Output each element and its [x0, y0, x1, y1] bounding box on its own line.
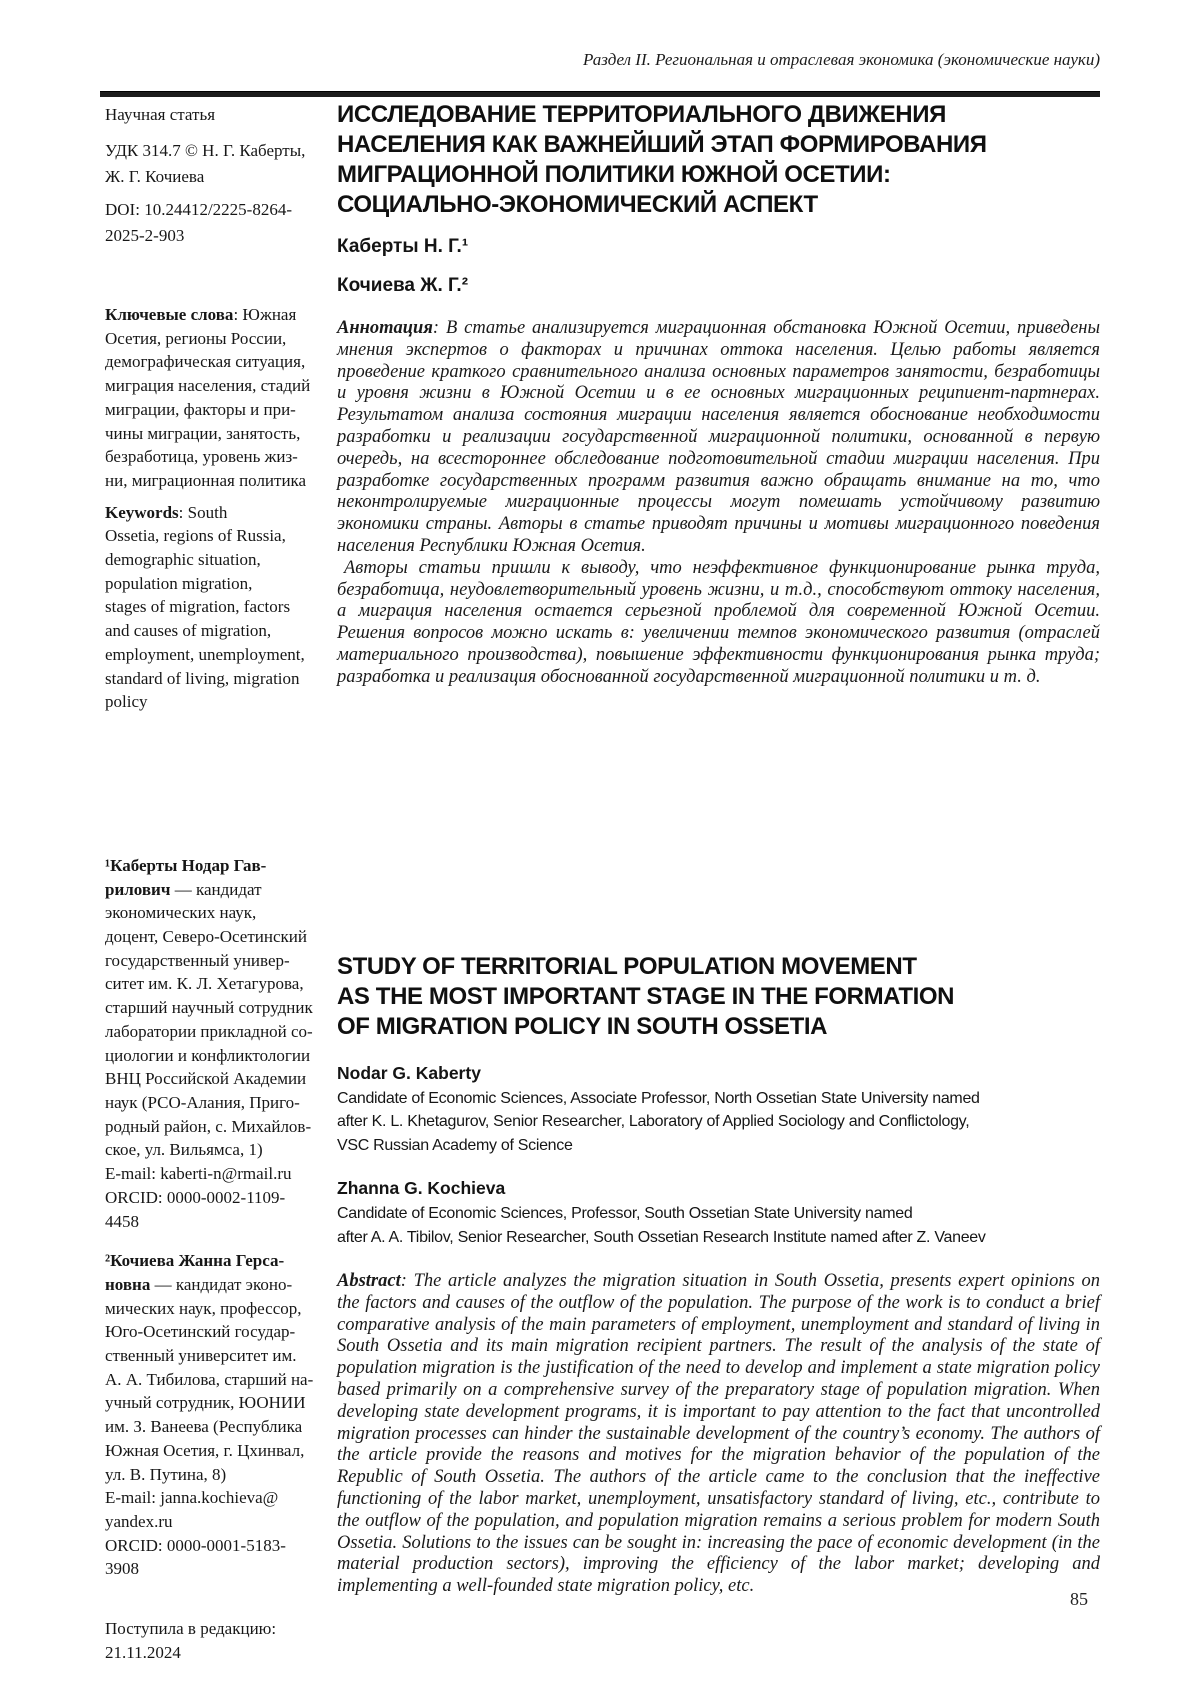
abstract-paragraph [337, 1271, 1100, 1598]
author-footnote-1-name: ¹Каберты Нодар Гав- рилович [105, 855, 267, 899]
annotation-label: Аннотация [337, 318, 433, 338]
page-number: 85 [1070, 1589, 1088, 1609]
header-rule [100, 91, 1100, 97]
doi-code: DOI: 10.24412/2225-8264- 2025-2-903 [105, 200, 292, 245]
annotation-text-1: : В статье анализируется миграционная обстановка Южной Осетии, приведены мнения экспертов о факторах и причинах оттока населения. Целью работы является проведение краткого сравнительного анализа основных параметров занятости, безработицы и уровня жизни в Южной Осетии и в ее основных миграционных реципиент-партнерах. Результатом анализа состояния миграции населения является обоснование необходимости разработки и реализации государственной миграционной политики, основанной в первую очередь, на всестороннее обследование подготовительной стадии миграции населения. При разработке государственных программ развития важно обращать внимание на то, что неконтролируемые миграционные процессы могут помешать устойчивому развитию экономики страны. Авторы в статье приводят причины и мотивы миграционного поведения населения Республики Южная Осетия. [337, 318, 1100, 556]
author-footnote-2-text: — кандидат эконо- мических наук, профессор, Юго-Осетинский государ- ственный университет им. А. А. Тибилова, старший на- учный сотрудник, ЮОНИИ им. З. Ванеева (Республика Южная Осетия, г. Цхинвал, ул. В. Путина, 8) E-mail: janna.kochieva@ yandex.ru ORCID: 0000-0001-5183- 3908 [105, 1274, 314, 1579]
author-en-1-bio: Candidate of Economic Sciences, Associate Professor, North Ossetian State University named after K. L. Khetagurov, Senior Researcher, Laboratory of Applied Sociology and Conflictology, VSC Russian Academy of Science [337, 1089, 980, 1154]
author-en-2-name: Zhanna G. Kochieva [337, 1178, 506, 1199]
main-column [337, 100, 1100, 1598]
author-footnote-2-name: ²Кочиева Жанна Герса- новна [105, 1251, 285, 1294]
annotation-paragraph-2 [337, 558, 1100, 689]
journal-section-header: Раздел II. Региональная и отраслевая экономика (экономические науки) [583, 50, 1100, 69]
author-footnote-2 [105, 1249, 337, 1581]
author-en-1-name: Nodar G. Kaberty [337, 1062, 481, 1083]
keywords-en-label: Keywords [105, 502, 179, 522]
udk-code: УДК 314.7 © Н. Г. Каберты, Ж. Г. Кочиева [105, 141, 306, 186]
keywords-en-text: : South Ossetia, regions of Russia, demographic situation, population migration, stages of migration, factors and causes of migration, employment, unemployment, standard of living, migration policy [105, 502, 305, 712]
keywords-en [105, 501, 337, 714]
keywords-ru [105, 303, 337, 493]
author-ru-2: Кочиева Ж. Г.² [337, 275, 469, 296]
left-column [105, 103, 337, 1664]
abstract-label: Abstract [337, 1271, 401, 1292]
author-footnote-1-text: — кандидат экономических наук, доцент, Северо-Осетинский государственный универ- ситет им. К. Л. Хетагурова, старший научный сотрудник лаборатории прикладной со- циологии и конфликтологии ВНЦ Российской Академии наук (РСО-Алания, Приго- родный район, с. Михайлов- ское, ул. Вильямса, 1) E-mail: kaberti-n@rmail.ru ORCID: 0000-0002-1109- 4458 [105, 879, 313, 1231]
keywords-ru-text: : Южная Осетия, регионы России, демографическая ситуация, миграция населения, стадий миграции, факторы и при- чины миграции, занятость, безработица, уровень жиз- ни, миграционная политика [105, 305, 311, 490]
article-title-ru: ИССЛЕДОВАНИЕ ТЕРРИТОРИАЛЬНОГО ДВИЖЕНИЯ НАСЕЛЕНИЯ КАК ВАЖНЕЙШИЙ ЭТАП ФОРМИРОВАНИЯ МИГРАЦИОННОЙ ПОЛИТИКИ ЮЖНОЙ ОСЕТИИ: СОЦИАЛЬНО-ЭКОНОМИЧЕСКИЙ АСПЕКТ [337, 101, 987, 218]
author-en-2-bio: Candidate of Economic Sciences, Professor, South Ossetian State University named after A. A. Tibilov, Senior Researcher, South Ossetian Research Institute named after Z. Vaneev [337, 1205, 986, 1246]
author-ru-1: Каберты Н. Г.¹ [337, 236, 469, 257]
article-type-label: Научная статья [105, 105, 216, 124]
article-title-en: STUDY OF TERRITORIAL POPULATION MOVEMENT AS THE MOST IMPORTANT STAGE IN THE FORMATION OF MIGRATION POLICY IN SOUTH OSSETIA [337, 952, 955, 1040]
received-date: Поступила в редакцию: 21.11.2024 [105, 1619, 277, 1662]
annotation-paragraph-1 [337, 318, 1100, 558]
author-footnote-1 [105, 854, 337, 1233]
annotation-text-2: Авторы статьи пришли к выводу, что неэффективное функционирование рынка труда, безработица, неудовлетворительный уровень жизни, и т.д., способствуют оттоку населения, а миграция населения остается серьезной проблемой для современной Южной Осетии. Решения вопросов можно искать в: увеличении темпов экономического развития (отраслей материального производства), повышение эффективности функционирования рынка труда; разработка и реализация обоснованной государственной миграционной политики и т. д. [337, 557, 1100, 687]
abstract-text: : The article analyzes the migration situation in South Ossetia, presents expert opinions on the factors and causes of the outflow of the population. The purpose of the work is to conduct a brief comparative analysis of the main parameters of employment, unemployment and standard of living in South Ossetia and its main migration recipient partners. The result of the analysis of the state of population migration is the justification of the need to develop and implement a state migration policy based primarily on a comprehensive survey of the preparatory stage of population migration. When developing state development programs, it is important to pay attention to the fact that uncontrolled migration processes can hinder the sustainable development of the country’s economy. The authors of the article provide the reasons and motives for the migration behavior of the population of the Republic of South Ossetia. The authors of the article came to the conclusion that the ineffective functioning of the labor market, unemployment, unsatisfactory standard of living, etc., contribute to the outflow of the population, and population migration remains a serious problem for modern South Ossetia. Solutions to the issues can be sought in: increasing the pace of economic development (in the material production sectors), improving the efficiency of the labor market; developing and implementing a well-founded state migration policy, etc. [337, 1271, 1100, 1597]
keywords-ru-label: Ключевые слова [105, 305, 234, 324]
